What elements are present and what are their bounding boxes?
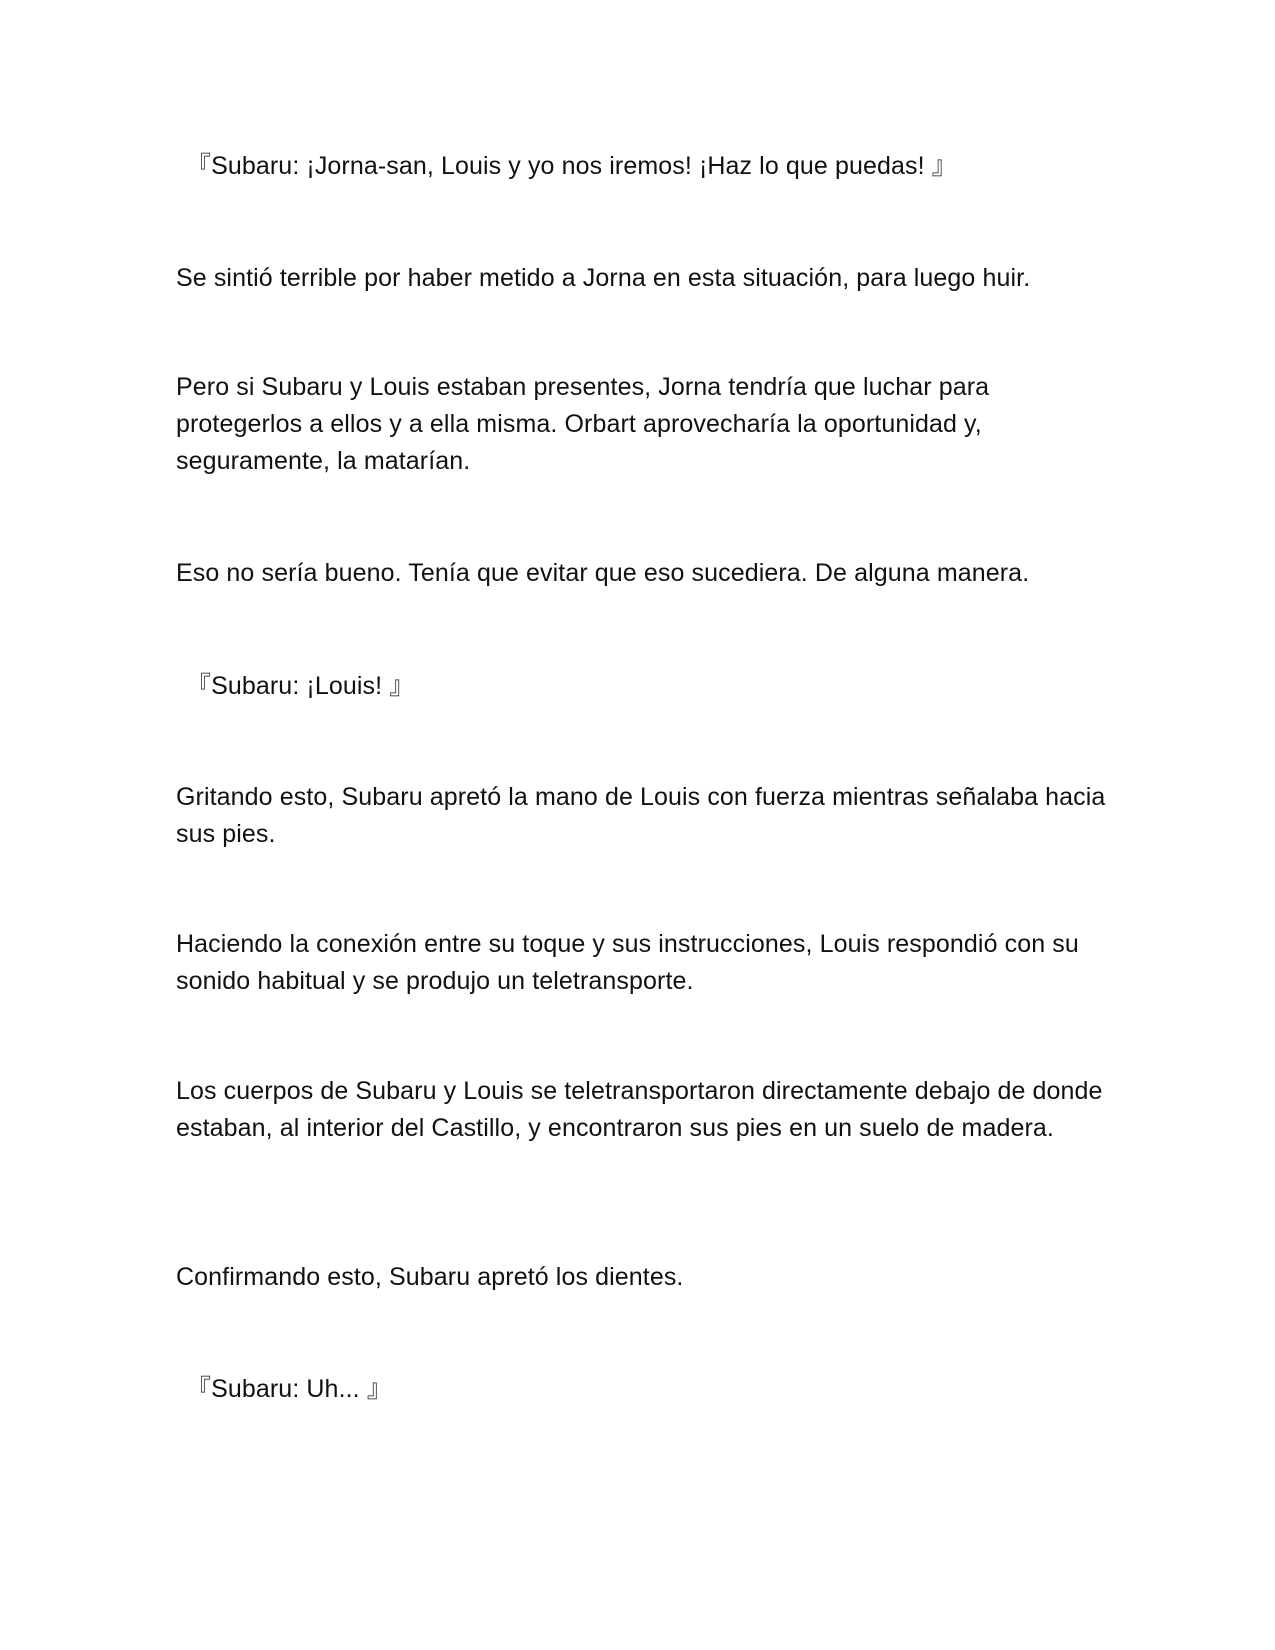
narration-paragraph: Los cuerpos de Subaru y Louis se teletransportaron directamente debajo de donde estaban, al interior del Castillo, y encontraron sus pies en un suelo de madera. [176, 1077, 1103, 1142]
narration-paragraph: Eso no sería bueno. Tenía que evitar que eso sucediera. De alguna manera. [176, 559, 1030, 587]
narration-paragraph: Se sintió terrible por haber metido a Jorna en esta situación, para luego huir. [176, 264, 1031, 292]
dialogue-line: 『Subaru: ¡Louis! 』 [186, 672, 415, 700]
dialogue-line: 『Subaru: ¡Jorna-san, Louis y yo nos iremos! ¡Haz lo que puedas! 』 [186, 152, 957, 180]
narration-paragraph: Haciendo la conexión entre su toque y sus instrucciones, Louis respondió con su sonido habitual y se produjo un teletransporte. [176, 930, 1079, 995]
dialogue-line: 『Subaru: Uh... 』 [186, 1375, 392, 1403]
narration-paragraph: Confirmando esto, Subaru apretó los dientes. [176, 1263, 684, 1291]
narration-paragraph: Pero si Subaru y Louis estaban presentes, Jorna tendría que luchar para protegerlos a ellos y a ella misma. Orbart aprovecharía la oportunidad y, seguramente, la matarían. [176, 373, 990, 475]
narration-paragraph: Gritando esto, Subaru apretó la mano de Louis con fuerza mientras señalaba hacia sus pies. [176, 783, 1106, 848]
